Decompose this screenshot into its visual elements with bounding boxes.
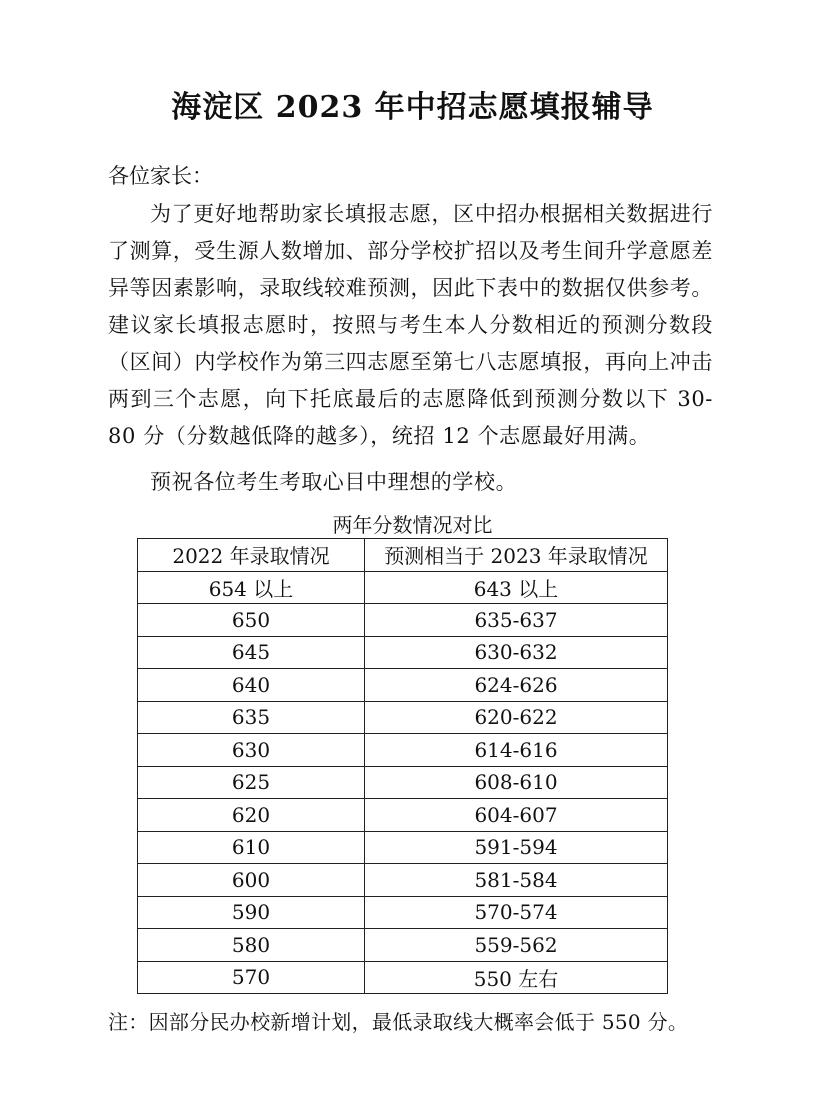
document-title: 海淀区 2023 年中招志愿填报辅导 — [171, 90, 654, 125]
closing-wish: 预祝各位考生考取心目中理想的学校。 — [150, 470, 518, 494]
cell-2023-forecast: 604-607 — [365, 799, 668, 832]
cell-2023-forecast: 620-622 — [365, 701, 668, 734]
table-row — [138, 734, 668, 767]
table-row — [138, 766, 668, 799]
cell-2022-score: 580 — [138, 929, 365, 962]
table-row — [138, 799, 668, 832]
table-row — [138, 669, 668, 702]
table-row — [138, 961, 668, 994]
table-row — [138, 701, 668, 734]
cell-2022-score: 650 — [138, 604, 365, 637]
cell-2022-score: 590 — [138, 896, 365, 929]
greeting: 各位家长： — [108, 164, 213, 188]
header-2023-forecast: 预测相当于 2023 年录取情况 — [365, 539, 668, 572]
cell-2022-score: 570 — [138, 961, 365, 994]
table-row — [138, 571, 668, 604]
cell-2023-forecast: 570-574 — [365, 896, 668, 929]
main-paragraph: 为了更好地帮助家长填报志愿，区中招办根据相关数据进行了测算，受生源人数增加、部分学校扩招以及考生间升学意愿差异等因素影响，录取线较难预测，因此下表中的数据仅供参考。建议家长填报志愿时，按照与考生本人分数相近的预测分数段（区间）内学校作为第三四志愿至第七八志愿填报，再向上冲击两到三个志愿，向下托底最后的志愿降低到预测分数以下 30-80 分（分数越低降的越多），统招 12 个志愿最好用满。 — [108, 202, 713, 448]
cell-2023-forecast: 635-637 — [365, 604, 668, 637]
table-row — [138, 636, 668, 669]
cell-2023-forecast: 630-632 — [365, 636, 668, 669]
cell-2023-forecast: 550 左右 — [365, 961, 668, 994]
table-row — [138, 864, 668, 897]
cell-2023-forecast: 608-610 — [365, 766, 668, 799]
table-row — [138, 929, 668, 962]
cell-2022-score: 635 — [138, 701, 365, 734]
score-comparison-table — [137, 538, 668, 994]
cell-2022-score: 610 — [138, 831, 365, 864]
cell-2023-forecast: 624-626 — [365, 669, 668, 702]
cell-2023-forecast: 591-594 — [365, 831, 668, 864]
cell-2023-forecast: 643 以上 — [365, 571, 668, 604]
table-row — [138, 604, 668, 637]
cell-2023-forecast: 614-616 — [365, 734, 668, 767]
table-row — [138, 831, 668, 864]
cell-2022-score: 600 — [138, 864, 365, 897]
cell-2022-score: 654 以上 — [138, 571, 365, 604]
cell-2022-score: 630 — [138, 734, 365, 767]
cell-2022-score: 620 — [138, 799, 365, 832]
footnote: 注：因部分民办校新增计划，最低录取线大概率会低于 550 分。 — [108, 1010, 689, 1034]
cell-2022-score: 625 — [138, 766, 365, 799]
table-caption: 两年分数情况对比 — [332, 513, 493, 537]
cell-2022-score: 640 — [138, 669, 365, 702]
cell-2022-score: 645 — [138, 636, 365, 669]
header-2022: 2022 年录取情况 — [138, 539, 365, 572]
cell-2023-forecast: 559-562 — [365, 929, 668, 962]
table-header-row — [138, 539, 668, 572]
cell-2023-forecast: 581-584 — [365, 864, 668, 897]
table-row — [138, 896, 668, 929]
